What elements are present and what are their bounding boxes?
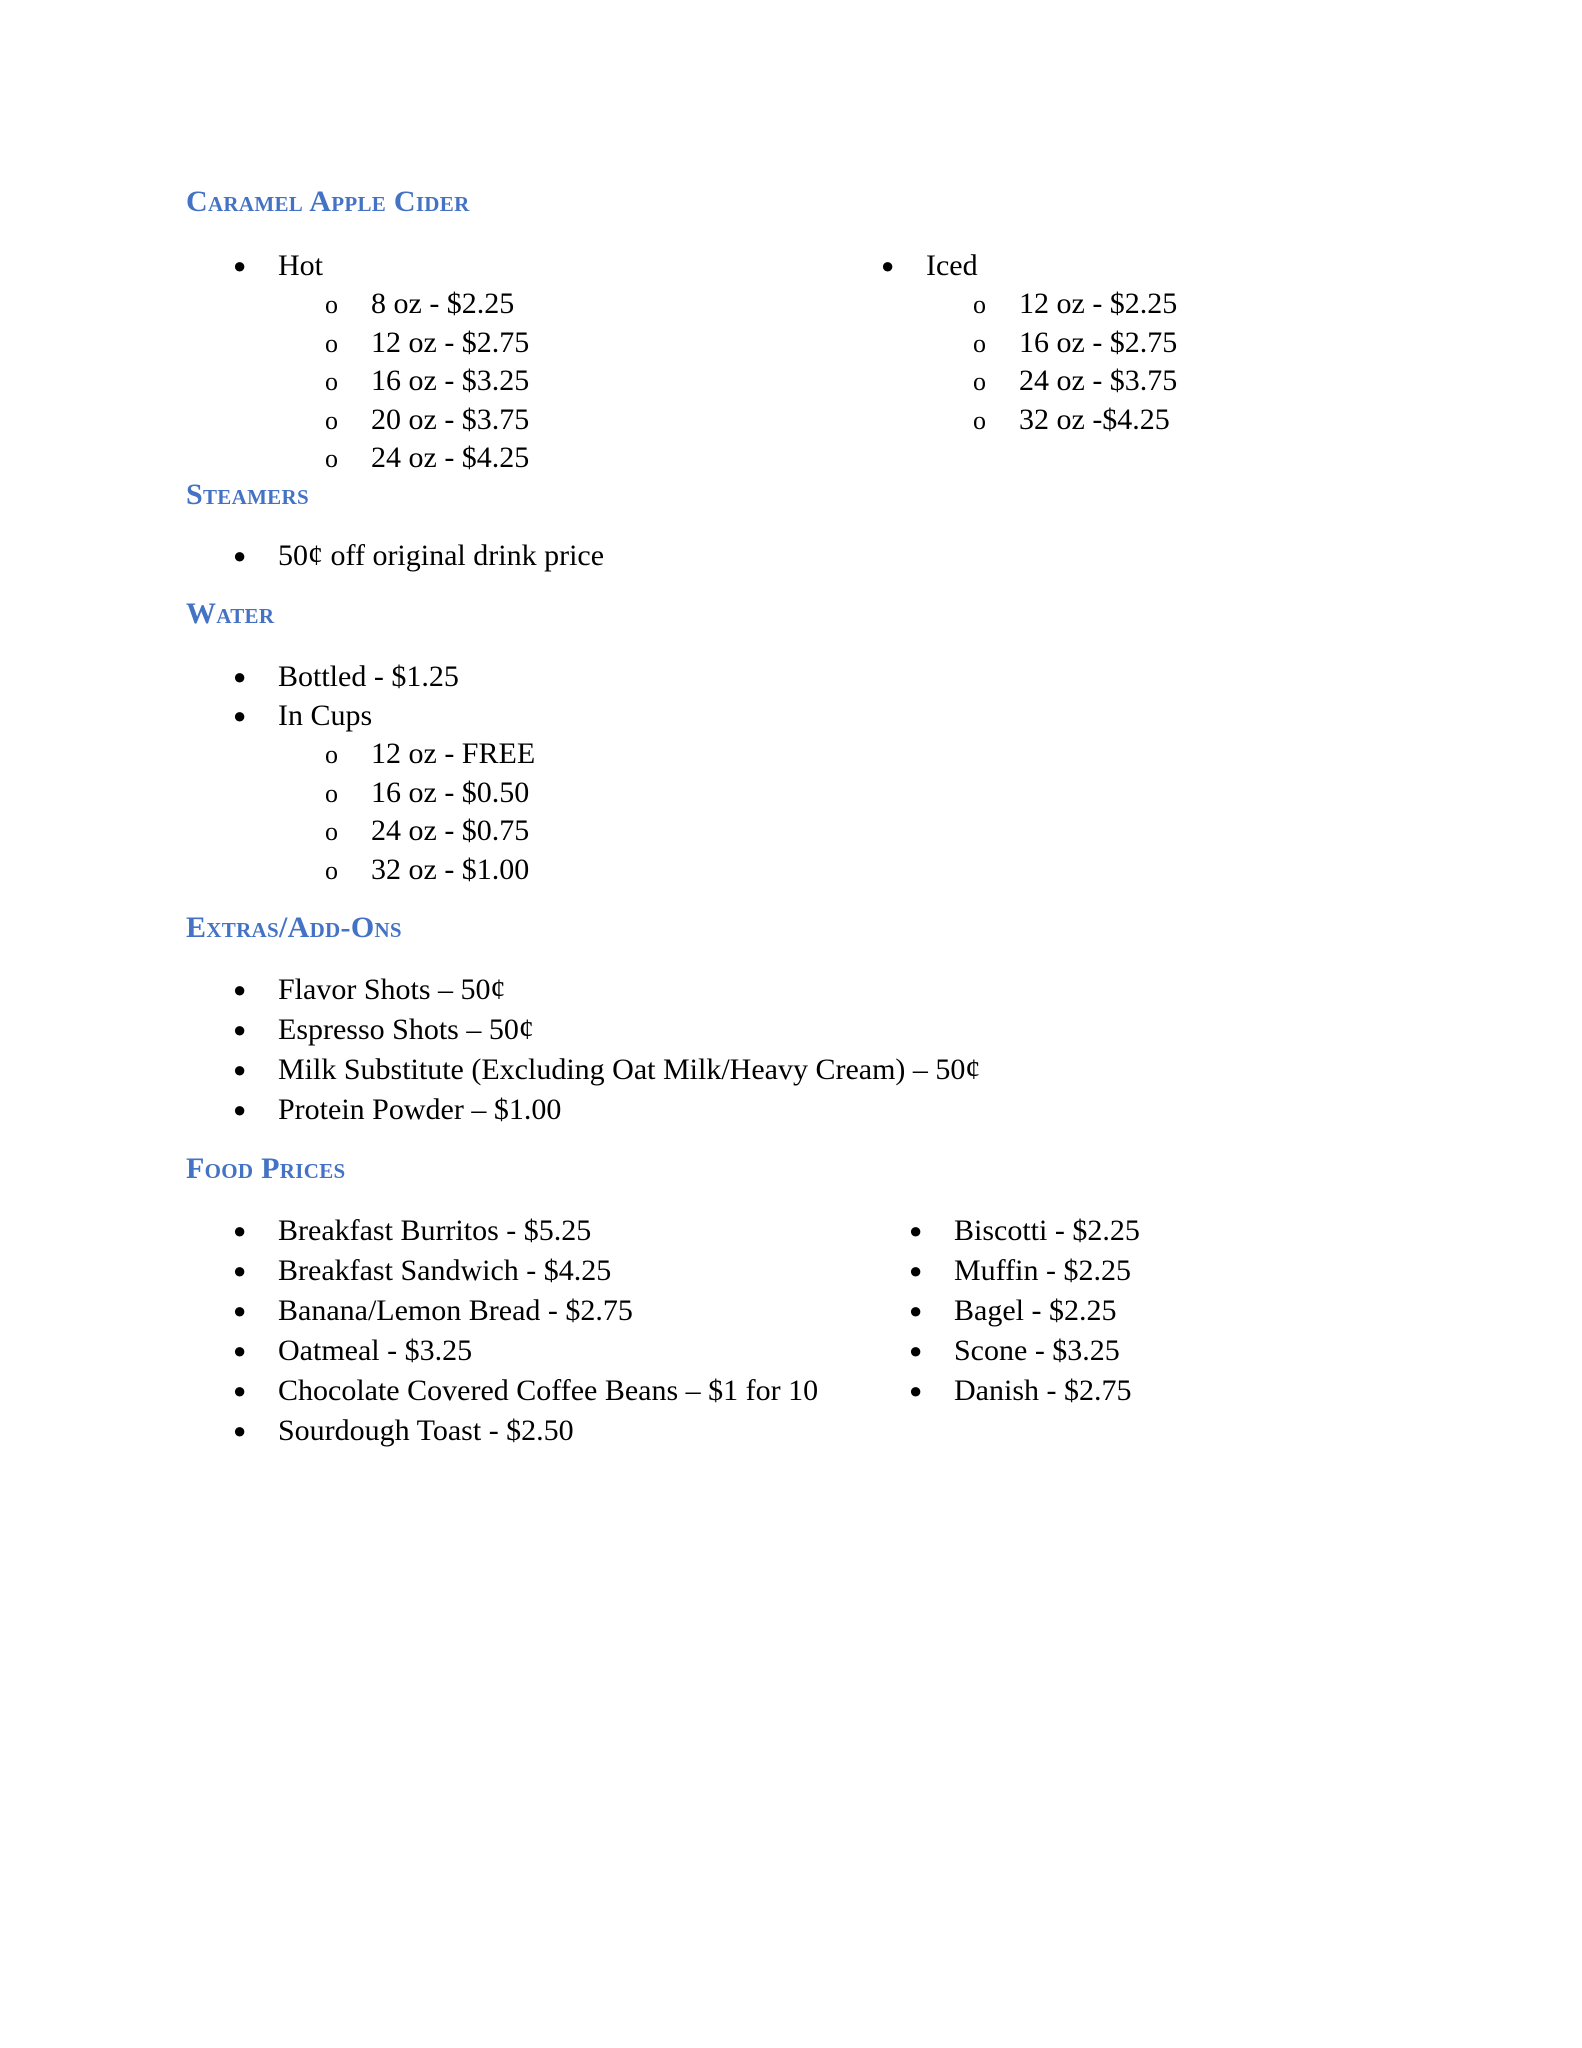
bullet-icon: ●: [233, 1057, 247, 1082]
list-item: [862, 1251, 1140, 1291]
size-item: [186, 362, 529, 401]
list-item: [862, 1291, 1140, 1331]
list-item-label: Scone - $3.25: [954, 1334, 1120, 1367]
list-item-label: Breakfast Sandwich - $4.25: [278, 1254, 612, 1287]
list-item-label: Muffin - $2.25: [954, 1254, 1131, 1287]
list-item: [862, 1331, 1140, 1371]
list-item-label: Protein Powder – $1.00: [278, 1093, 562, 1126]
size-label: 16 oz - $3.25: [371, 364, 530, 397]
bullet-icon: ●: [233, 1097, 247, 1122]
list-item-label: Breakfast Burritos - $5.25: [278, 1214, 592, 1247]
cider-hot-column: [186, 247, 529, 478]
size-item: [186, 324, 529, 363]
size-label: 8 oz - $2.25: [371, 287, 515, 320]
list-item-label: Sourdough Toast - $2.50: [278, 1414, 574, 1447]
list-item: [862, 1371, 1140, 1411]
circle-bullet-icon: o: [973, 405, 986, 435]
circle-bullet-icon: o: [325, 405, 338, 435]
bullet-icon: ●: [233, 1218, 247, 1243]
size-item: [186, 439, 529, 478]
list-item-label: Biscotti - $2.25: [954, 1214, 1140, 1247]
list-item: [186, 1411, 818, 1451]
circle-bullet-icon: o: [325, 328, 338, 358]
list-item: [186, 1251, 818, 1291]
bullet-icon: ●: [881, 253, 895, 278]
list-item-label: Milk Substitute (Excluding Oat Milk/Heavy Cream) – 50¢: [278, 1053, 981, 1086]
bullet-icon: ●: [909, 1258, 923, 1283]
list-item: [186, 970, 980, 1010]
size-label: 32 oz -$4.25: [1019, 402, 1170, 436]
circle-bullet-icon: o: [973, 328, 986, 358]
list-item-label: Flavor Shots – 50¢: [278, 973, 506, 1006]
heading-food-prices: Food Prices: [186, 1152, 346, 1185]
circle-bullet-icon: o: [325, 740, 338, 769]
bullet-icon: ●: [909, 1378, 923, 1403]
bullet-icon: ●: [233, 1298, 247, 1323]
size-label: 32 oz - $1.00: [371, 852, 530, 886]
list-item: [186, 1331, 818, 1371]
bullet-icon: ●: [909, 1218, 923, 1243]
circle-bullet-icon: o: [325, 367, 338, 396]
list-item: [186, 537, 604, 575]
circle-bullet-icon: o: [325, 855, 338, 885]
bullet-icon: ●: [233, 664, 247, 689]
bullet-icon: ●: [233, 253, 247, 278]
circle-bullet-icon: o: [325, 817, 338, 846]
circle-bullet-icon: o: [973, 290, 986, 319]
heading-steamers: Steamers: [186, 478, 309, 511]
bullet-icon: ●: [909, 1298, 923, 1323]
circle-bullet-icon: o: [325, 778, 338, 808]
list-item-iced: [834, 247, 1177, 285]
size-item: [186, 401, 529, 440]
bullet-icon: ●: [233, 1258, 247, 1283]
water-cups-list: [186, 735, 535, 889]
list-item-label: Bottled - $1.25: [278, 660, 459, 693]
size-label: 12 oz - FREE: [371, 737, 536, 770]
bullet-icon: ●: [233, 1418, 247, 1443]
extras-list: [186, 970, 980, 1130]
circle-bullet-icon: o: [325, 444, 338, 473]
steamers-list: [186, 537, 604, 575]
size-item: [186, 774, 535, 813]
size-item: [186, 735, 535, 774]
bullet-icon: ●: [233, 977, 247, 1002]
size-label: 24 oz - $3.75: [1019, 364, 1178, 397]
list-item-label: Bagel - $2.25: [954, 1294, 1117, 1327]
water-list: [186, 656, 535, 889]
size-item: [834, 285, 1177, 324]
size-item: [186, 285, 529, 324]
food-left-list: [186, 1211, 818, 1451]
hot-sizes-list: [186, 285, 529, 478]
size-label: 24 oz - $4.25: [371, 441, 530, 474]
size-label: 12 oz - $2.75: [371, 325, 530, 359]
list-item-label: Danish - $2.75: [954, 1374, 1132, 1407]
size-label: 24 oz - $0.75: [371, 814, 530, 847]
list-item-in-cups: [186, 697, 535, 735]
list-item-label: Chocolate Covered Coffee Beans – $1 for 10: [278, 1374, 819, 1407]
list-item-label: Banana/Lemon Bread - $2.75: [278, 1294, 633, 1327]
list-item: [186, 1371, 818, 1411]
circle-bullet-icon: o: [973, 367, 986, 396]
bullet-icon: ●: [909, 1338, 923, 1363]
list-item-label: Oatmeal - $3.25: [278, 1334, 473, 1367]
bullet-icon: ●: [233, 703, 247, 728]
cider-iced-column: [834, 247, 1177, 439]
heading-caramel-apple-cider: Caramel Apple Cider: [186, 185, 470, 218]
size-item: [834, 362, 1177, 401]
list-item: [186, 1211, 818, 1251]
list-item-label: In Cups: [278, 699, 373, 732]
list-item-label: 50¢ off original drink price: [278, 539, 605, 572]
size-label: 12 oz - $2.25: [1019, 287, 1178, 320]
size-item: [834, 324, 1177, 363]
list-item-bottled: [186, 656, 535, 697]
bullet-icon: ●: [233, 1378, 247, 1403]
bullet-icon: ●: [233, 1338, 247, 1363]
bullet-icon: ●: [233, 543, 247, 568]
size-item: [834, 401, 1177, 440]
list-item: [186, 1090, 980, 1130]
size-label: 20 oz - $3.75: [371, 402, 530, 436]
iced-sizes-list: [834, 285, 1177, 439]
bullet-icon: ●: [233, 1017, 247, 1042]
list-item-label: Hot: [278, 249, 323, 282]
size-label: 16 oz - $0.50: [371, 775, 530, 809]
heading-water: Water: [186, 597, 275, 630]
list-item-hot: [186, 247, 529, 285]
list-item: [186, 1010, 980, 1050]
size-label: 16 oz - $2.75: [1019, 325, 1178, 359]
circle-bullet-icon: o: [325, 290, 338, 319]
size-item: [186, 851, 535, 890]
heading-extras-add-ons: Extras/Add-Ons: [186, 911, 402, 944]
list-item: [862, 1211, 1140, 1251]
list-item: [186, 1291, 818, 1331]
food-right-list: [862, 1211, 1140, 1411]
list-item-label: Iced: [926, 249, 978, 282]
list-item-label: Espresso Shots – 50¢: [278, 1013, 534, 1046]
list-item: [186, 1050, 980, 1090]
size-item: [186, 812, 535, 851]
